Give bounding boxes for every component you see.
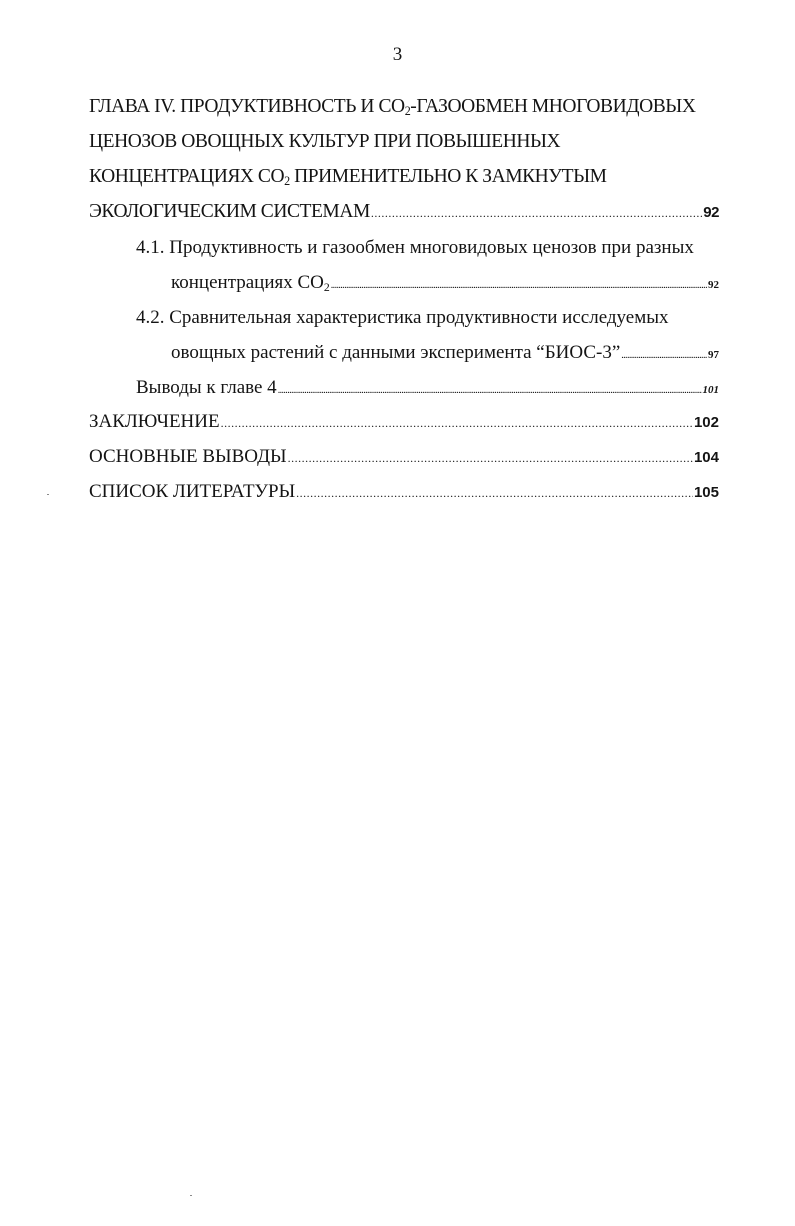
- toc-chapter4-line1: [89, 94, 695, 120]
- toc-chapter4-line3: [89, 164, 607, 190]
- toc-section-4-1-text: 4.1. Продуктивность и газообмен многовидовых ценозов при разных: [136, 237, 694, 258]
- scan-speck: [190, 1195, 192, 1196]
- toc-section-4-1-subscript: 2: [323, 280, 330, 294]
- toc-conclusions-ch4-text: Выводы к главе 4: [136, 377, 277, 398]
- toc-page-number: 101: [702, 384, 719, 396]
- toc-chapter4-text-line2: ЦЕНОЗОВ ОВОЩНЫХ КУЛЬТУР ПРИ ПОВЫШЕННЫХ: [89, 131, 561, 152]
- toc-leader-dots: [371, 200, 702, 226]
- toc-chapter4-subscript: 2: [404, 104, 411, 119]
- toc-leader-dots: [331, 273, 707, 299]
- toc-references-text: СПИСОК ЛИТЕРАТУРЫ: [89, 481, 296, 502]
- toc-chapter4-line2: [89, 129, 560, 155]
- toc-section-4-2-text-line2: овощных растений с данными эксперимента “БИОС-3”: [171, 342, 621, 363]
- toc-entry-conclusion[interactable]: [89, 409, 719, 436]
- toc-chapter4-text-line3-a: КОНЦЕНТРАЦИЯХ СО: [89, 166, 285, 187]
- toc-section-4-1-text-line2: концентрациях СО: [171, 272, 324, 293]
- toc-entry-section-4-1[interactable]: [171, 270, 719, 299]
- toc-entry-chapter4[interactable]: [89, 199, 719, 226]
- toc-entry-main-conclusions[interactable]: [89, 444, 719, 471]
- toc-entry-references[interactable]: [89, 479, 719, 506]
- toc-page-number: 105: [693, 484, 719, 501]
- toc-section-4-2-line1: [136, 305, 669, 331]
- toc-page-number: 102: [693, 414, 719, 431]
- toc-entry-conclusions-chapter4[interactable]: [136, 375, 719, 404]
- toc-chapter4-text-a: ГЛАВА IV. ПРОДУКТИВНОСТЬ И СО: [89, 96, 405, 117]
- scan-speck: [47, 494, 49, 495]
- toc-chapter4-text-line4: ЭКОЛОГИЧЕСКИМ СИСТЕМАМ: [89, 201, 370, 222]
- toc-main-conclusions-text: ОСНОВНЫЕ ВЫВОДЫ: [89, 446, 287, 467]
- toc-section-4-2-text: 4.2. Сравнительная характеристика продуктивности исследуемых: [136, 307, 669, 328]
- toc-page-number: 97: [708, 349, 719, 361]
- toc-conclusion-text: ЗАКЛЮЧЕНИЕ: [89, 411, 220, 432]
- toc-leader-dots: [296, 480, 693, 506]
- toc-leader-dots: [288, 445, 693, 471]
- page-number: 3: [392, 44, 403, 65]
- toc-page-number: 104: [693, 449, 719, 466]
- toc-page-number: 92: [708, 279, 719, 291]
- toc-entry-section-4-2[interactable]: [171, 340, 719, 369]
- toc-page-number: 92: [703, 204, 719, 221]
- toc-chapter4-text-b: -ГАЗООБМЕН МНОГОВИДОВЫХ: [410, 96, 696, 117]
- toc-leader-dots: [621, 343, 707, 369]
- toc-leader-dots: [221, 410, 693, 436]
- toc-section-4-1-line1: [136, 235, 694, 261]
- toc-chapter4-text-line3-b: ПРИМЕНИТЕЛЬНО К ЗАМКНУТЫМ: [289, 166, 607, 187]
- toc-chapter4-line3-subscript: 2: [284, 174, 290, 189]
- toc-leader-dots: [278, 378, 702, 404]
